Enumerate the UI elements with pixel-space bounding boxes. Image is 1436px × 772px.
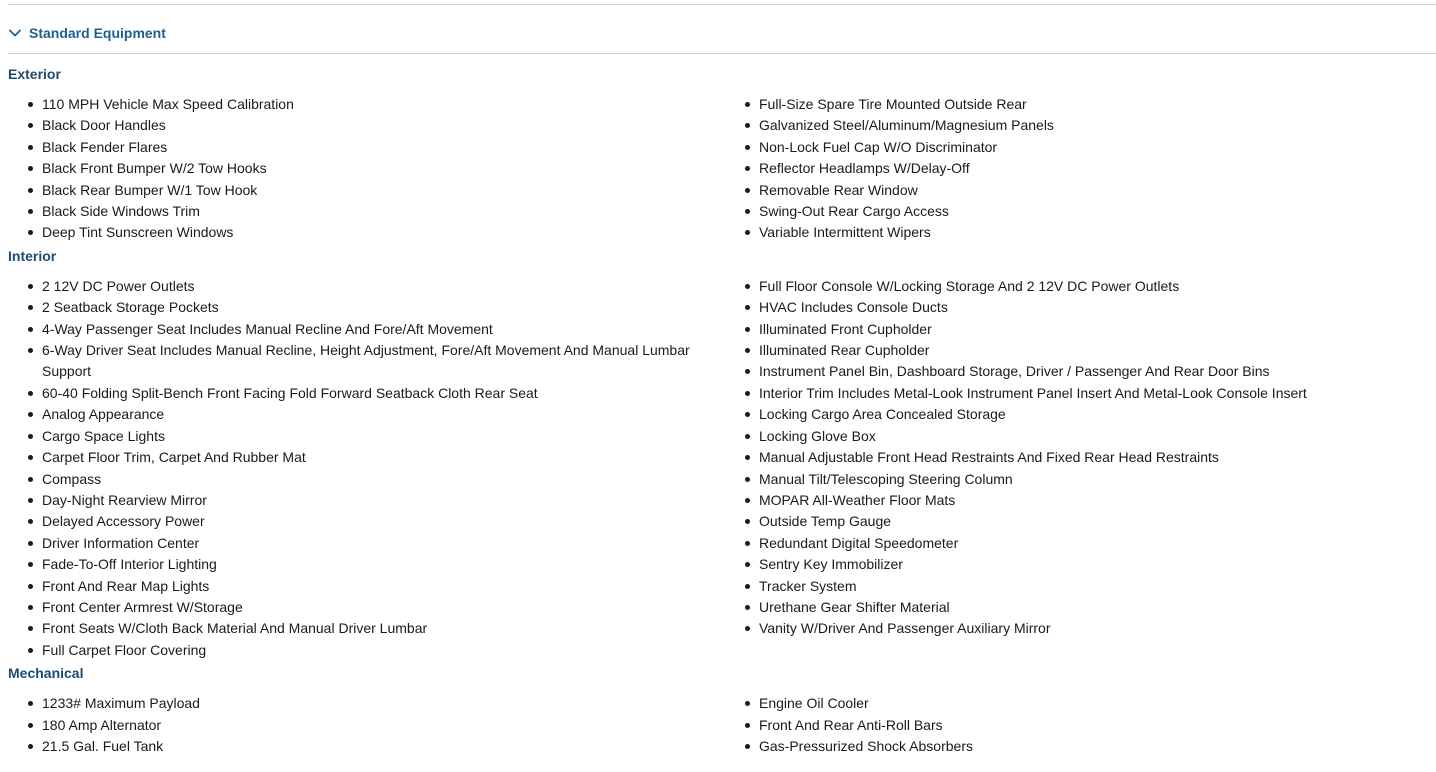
top-divider (8, 4, 1436, 5)
mechanical-list-right (725, 693, 1425, 757)
list-item: 60-40 Folding Split-Bench Front Facing Fold Forward Seatback Cloth Rear Seat (8, 383, 725, 404)
interior-list-left (8, 276, 725, 661)
equipment-content (8, 63, 1436, 758)
list-item: Fade-To-Off Interior Lighting (8, 554, 725, 575)
list-item: Full Floor Console W/Locking Storage And 2 12V DC Power Outlets (725, 276, 1425, 297)
list-item: Black Door Handles (8, 115, 725, 136)
list-item: Outside Temp Gauge (725, 511, 1425, 532)
list-item: Illuminated Rear Cupholder (725, 340, 1425, 361)
list-item: Manual Adjustable Front Head Restraints And Fixed Rear Head Restraints (725, 447, 1425, 468)
list-item: Vanity W/Driver And Passenger Auxiliary Mirror (725, 618, 1425, 639)
list-item: 2 12V DC Power Outlets (8, 276, 725, 297)
list-item: Redundant Digital Speedometer (725, 533, 1425, 554)
chevron-down-icon (8, 26, 22, 40)
list-item: 1233# Maximum Payload (8, 693, 725, 714)
list-item: Black Side Windows Trim (8, 201, 725, 222)
list-item: 21.5 Gal. Fuel Tank (8, 736, 725, 757)
list-item: Tracker System (725, 576, 1425, 597)
section-title-interior: Interior (8, 247, 57, 264)
list-item: Black Rear Bumper W/1 Tow Hook (8, 180, 725, 201)
list-item: 180 Amp Alternator (8, 715, 725, 736)
list-item: Manual Tilt/Telescoping Steering Column (725, 469, 1425, 490)
exterior-columns (8, 94, 1436, 244)
accordion-title: Standard Equipment (29, 25, 166, 41)
list-item: Delayed Accessory Power (8, 511, 725, 532)
list-item: Illuminated Front Cupholder (725, 319, 1425, 340)
list-item: Full Carpet Floor Covering (8, 640, 725, 661)
exterior-list-right (725, 94, 1425, 244)
section-title-mechanical: Mechanical (8, 665, 84, 682)
list-item: 6-Way Driver Seat Includes Manual Recline, Height Adjustment, Fore/Aft Movement And Manual Lumbar Support (8, 340, 725, 383)
list-item: 110 MPH Vehicle Max Speed Calibration (8, 94, 725, 115)
list-item: Compass (8, 469, 725, 490)
mechanical-columns (8, 693, 1436, 757)
list-item: 2 Seatback Storage Pockets (8, 297, 725, 318)
list-item: Front Center Armrest W/Storage (8, 597, 725, 618)
section-mechanical (8, 662, 1436, 757)
list-item: Day-Night Rearview Mirror (8, 490, 725, 511)
list-item: Locking Glove Box (725, 426, 1425, 447)
list-item: 4-Way Passenger Seat Includes Manual Recline And Fore/Aft Movement (8, 319, 725, 340)
section-title-exterior: Exterior (8, 66, 61, 82)
list-item: Reflector Headlamps W/Delay-Off (725, 158, 1425, 179)
list-item: Interior Trim Includes Metal-Look Instrument Panel Insert And Metal-Look Console Insert (725, 383, 1425, 404)
header-divider (8, 53, 1436, 54)
list-item: Front And Rear Map Lights (8, 576, 725, 597)
list-item: MOPAR All-Weather Floor Mats (725, 490, 1425, 511)
interior-list-right (725, 276, 1425, 661)
list-item: Front And Rear Anti-Roll Bars (725, 715, 1425, 736)
list-item: HVAC Includes Console Ducts (725, 297, 1425, 318)
list-item: Urethane Gear Shifter Material (725, 597, 1425, 618)
section-interior (8, 245, 1436, 661)
list-item: Gas-Pressurized Shock Absorbers (725, 736, 1425, 757)
list-item: Black Front Bumper W/2 Tow Hooks (8, 158, 725, 179)
list-item: Cargo Space Lights (8, 426, 725, 447)
list-item: Sentry Key Immobilizer (725, 554, 1425, 575)
list-item: Deep Tint Sunscreen Windows (8, 222, 725, 243)
list-item: Black Fender Flares (8, 137, 725, 158)
list-item: Swing-Out Rear Cargo Access (725, 201, 1425, 222)
exterior-list-left (8, 94, 725, 244)
list-item: Non-Lock Fuel Cap W/O Discriminator (725, 137, 1425, 158)
section-exterior (8, 63, 1436, 244)
list-item: Galvanized Steel/Aluminum/Magnesium Panels (725, 115, 1425, 136)
interior-columns (8, 276, 1436, 661)
standard-equipment-toggle[interactable] (8, 22, 166, 44)
list-item: Locking Cargo Area Concealed Storage (725, 404, 1425, 425)
list-item: Removable Rear Window (725, 180, 1425, 201)
list-item: Front Seats W/Cloth Back Material And Manual Driver Lumbar (8, 618, 725, 639)
mechanical-list-left (8, 693, 725, 757)
list-item: Driver Information Center (8, 533, 725, 554)
list-item: Full-Size Spare Tire Mounted Outside Rear (725, 94, 1425, 115)
list-item: Engine Oil Cooler (725, 693, 1425, 714)
list-item: Instrument Panel Bin, Dashboard Storage, Driver / Passenger And Rear Door Bins (725, 361, 1425, 382)
list-item: Carpet Floor Trim, Carpet And Rubber Mat (8, 447, 725, 468)
list-item: Analog Appearance (8, 404, 725, 425)
list-item: Variable Intermittent Wipers (725, 222, 1425, 243)
